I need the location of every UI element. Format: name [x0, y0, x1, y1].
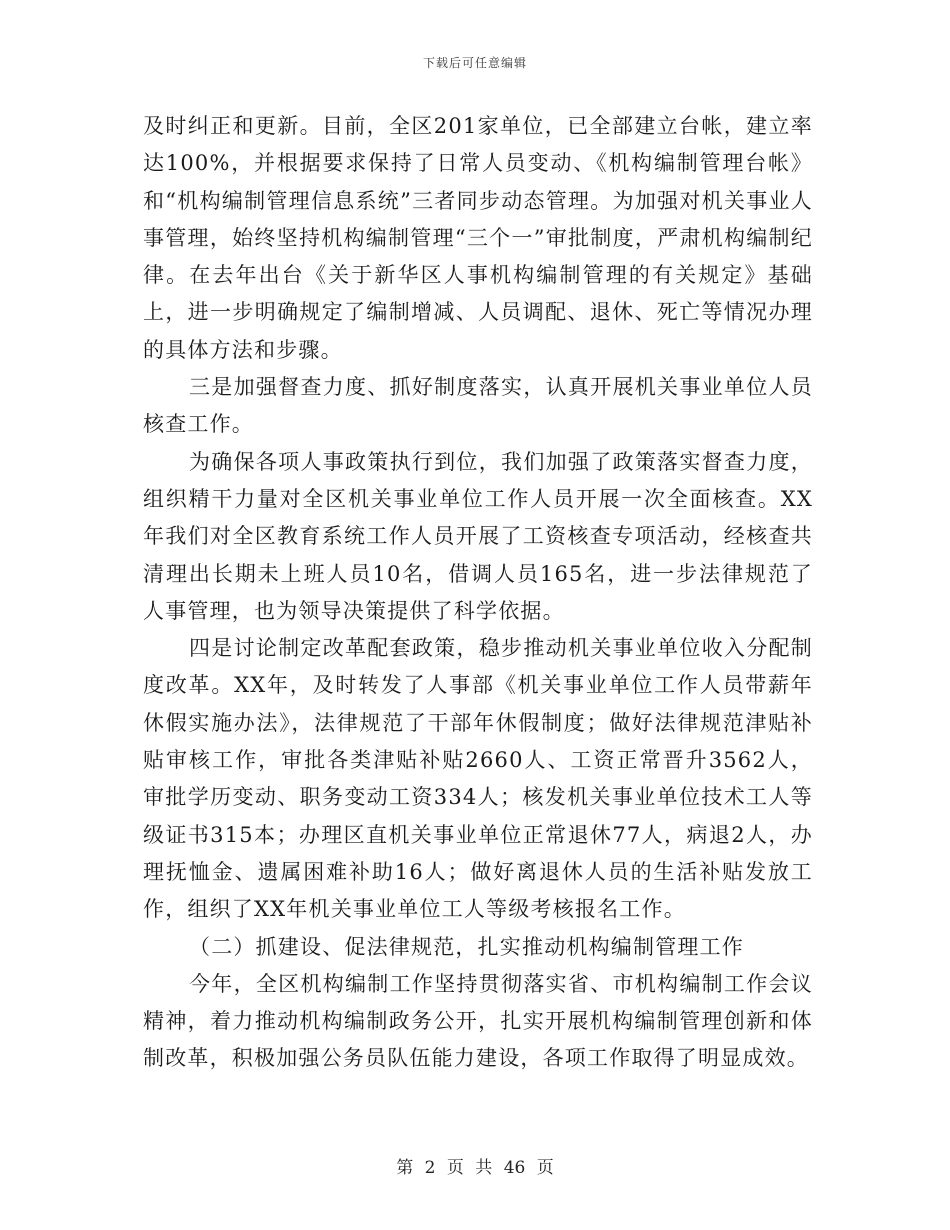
page-number: 第 2 页 共 46 页: [396, 1158, 554, 1178]
paragraph-continuation: 及时纠正和更新。目前，全区201家单位，已全部建立台帐，建立率达100%，并根据要求保持了日常人员变动、《机构编制管理台帐》和“机构编制管理信息系统”三者同步动态管理。为加强对机关事业人事管理，始终坚持机构编制管理“三个一”审批制度，严肃机构编制纪律。在去年出台《关于新华区人事机构编制管理的有关规定》基础上，进一步明确规定了编制增减、人员调配、退休、死亡等情况办理的具体方法和步骤。: [143, 114, 813, 362]
paragraph-section-four: 四是讨论制定改革配套政策，稳步推动机关事业单位收入分配制度改革。XX年，及时转发了人事部《机关事业单位工作人员带薪年休假实施办法》，法律规范了干部年休假制度；做好法律规范津贴补贴审核工作，审批各类津贴补贴2660人、工资正常晋升3562人，审批学历变动、职务变动工资334人；核发机关事业单位技术工人等级证书315本；办理区直机关事业单位正常退休77人，病退2人，办理抚恤金、遗属困难补助16人；做好离退休人员的生活补贴发放工作，组织了XX年机关事业单位工人等级考核报名工作。: [143, 636, 813, 922]
paragraph-this-year: 今年，全区机构编制工作坚持贯彻落实省、市机构编制工作会议精神，着力推动机构编制政务公开，扎实开展机构编制管理创新和体制改革，积极加强公务员队伍能力建设，各项工作取得了明显成效。: [143, 971, 813, 1071]
paragraph-verification: 为确保各项人事政策执行到位，我们加强了政策落实督查力度，组织精干力量对全区机关事业单位工作人员开展一次全面核查。XX年我们对全区教育系统工作人员开展了工资核查专项活动，经核查共清理出长期未上班人员10名，借调人员165名，进一步法律规范了人事管理，也为领导决策提供了科学依据。: [143, 449, 813, 623]
subsection-heading: （二）抓建设、促法律规范，扎实推动机构编制管理工作: [189, 934, 744, 959]
document-body: [143, 108, 813, 1078]
paragraph-section-three-heading: 三是加强督查力度、抓好制度落实，认真开展机关事业单位人员核查工作。: [143, 375, 813, 437]
page-header: 下载后可任意编辑: [422, 56, 527, 70]
